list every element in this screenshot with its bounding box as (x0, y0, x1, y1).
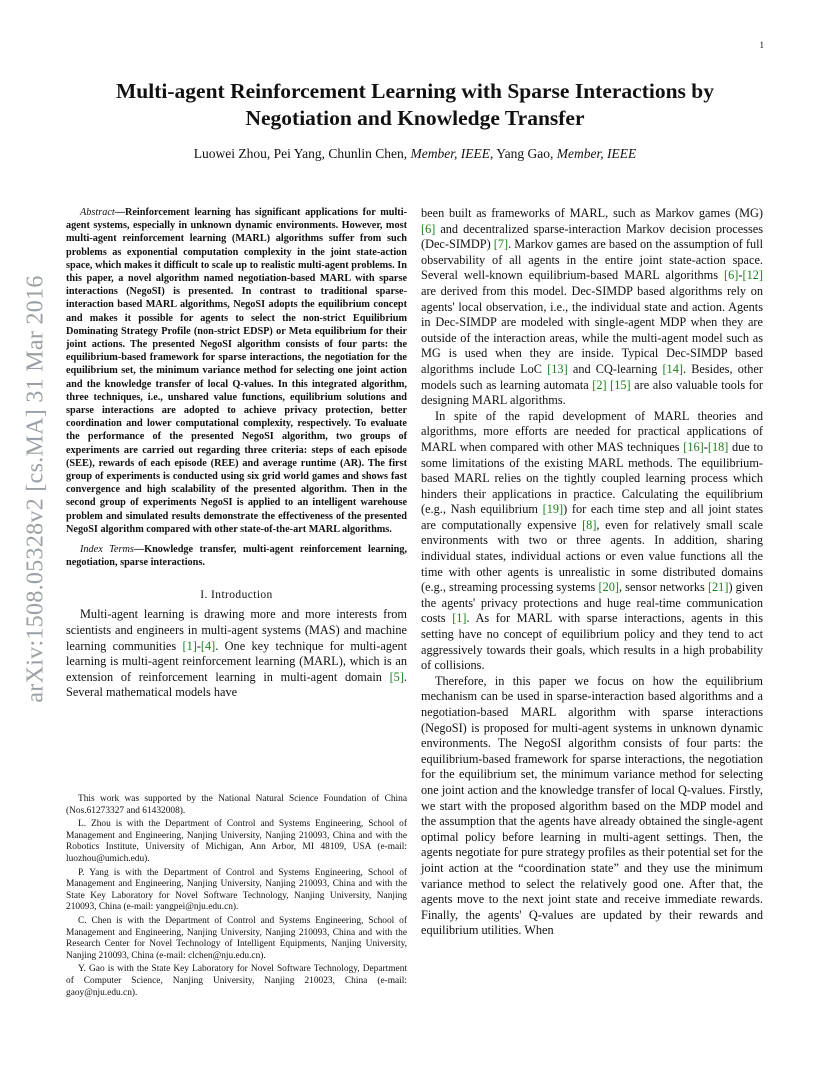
section-heading-introduction: I. Introduction (200, 589, 273, 602)
citation-link[interactable]: [19] (542, 502, 564, 517)
body-text: . As for MARL with sparse interactions, agents in this setting have no concept of equilibrium policy and they tend to act aggressively towards their goals, which results in a high probability of collisions. (421, 611, 764, 673)
citation-link[interactable]: [5] (389, 669, 404, 684)
author-separator: , Yang Gao, (490, 146, 557, 161)
citation-link[interactable]: [20] (598, 580, 619, 595)
citation-link[interactable]: [16] (683, 439, 704, 454)
arxiv-identifier-text: arXiv:1508.05328v2 [cs.MA] 31 Mar 2016 (22, 275, 49, 703)
citation-link[interactable]: [7] (493, 237, 509, 252)
intro-text: . One key technique for multi-agent learning is multi-agent reinforcement learning (MARL), which is an extension of reinforcement learning in multi-agent domain (66, 638, 408, 684)
abstract (66, 206, 407, 536)
left-column (66, 206, 407, 701)
author-membership-1: Member, IEEE (410, 146, 490, 161)
body-text: . Markov games are based on the assumption of full observability of all agents in the entire joint state-action space. Several well-known equilibrium-based MARL algorithms (421, 237, 763, 283)
footnote-author-zhou: L. Zhou is with the Department of Control and Systems Engineering, School of Management and Engineering, Nanjing University, Nanjing 210093, China and with the Robotics Institute, University of Michigan, Ann Arbor, MI 48109, USA (e-mail: luozhou@umich.edu). (66, 819, 407, 864)
body-text: are derived from this model. Dec-SIMDP based algorithms rely on agents' local observation, i.e., the individual state and action. Agents in Dec-SIMDP are modeled with single-agent MDP when they are outside of the interaction areas, while the multi-agent model such as MG is used when they are inside. Typical Dec-SIMDP based algorithms include LoC (421, 283, 763, 376)
citation-link[interactable]: [1] (182, 638, 197, 653)
right-column (421, 206, 763, 939)
citation-link[interactable]: [6] (724, 268, 739, 283)
citation-link[interactable]: [14] (662, 361, 683, 376)
body-text: ) for each time step and all joint states are computationally expensive (421, 502, 763, 532)
body-paragraph-1 (421, 206, 763, 409)
body-text: - (738, 268, 743, 283)
body-text: , even for relatively small scale environments with two or three agents. In addition, sharing individual states, individual actions or even value functions all the time with other agents is unrealistic in some distributed domains (e.g., streaming processing systems (421, 517, 763, 595)
body-text: ) given the agents' privacy protections and huge real-time communication costs (421, 580, 763, 626)
footnote-author-gao: Y. Gao is with the State Key Laboratory for Novel Software Technology, Department of Computer Science, Nanjing University, Nanjing 210023, China (e-mail: gaoy@nju.edu.cn). (66, 964, 407, 998)
citation-link[interactable]: [13] (547, 361, 568, 376)
citation-link[interactable]: [1] (452, 611, 467, 626)
body-text: , sensor networks (618, 580, 708, 595)
footnote-author-chen: C. Chen is with the Department of Control and Systems Engineering, School of Management and Engineering, Nanjing University, Nanjing 210093, China and with the Research Center for Novel Technology of Intelligent Equipments, Nanjing University, Nanjing 210093, China (e-mail: clchen@nju.edu.cn). (66, 915, 407, 961)
abstract-text: —Reinforcement learning has significant applications for multi-agent systems, especially in unknown dynamic environments. However, most multi-agent reinforcement learning (MARL) algorithms suffer from such problems as exponential computation complexity in the joint state-action space, which makes it difficult to scale up to realistic multi-agent problems. In this paper, a novel algorithm named negotiation-based MARL with sparse interactions (NegoSI) is presented. In contrast to traditional sparse-interaction based MARL algorithms, NegoSI adopts the equilibrium concept and makes it possible for agents to select the non-strict Equilibrium Dominating Strategy Profile (non-strict EDSP) or Meta equilibrium for their joint actions. The presented NegoSI algorithm consists of four parts: the equilibrium-based framework for sparse interactions, the negotiation for the equilibrium set, the minimum variance method for selecting one joint action and the knowledge transfer of local Q-values. In this integrated algorithm, three techniques, i.e., unshared value functions, equilibrium solutions and sparse interactions are adopted to achieve privacy protection, better coordination and lower computational complexity, respectively. To evaluate the performance of the presented NegoSI algorithm, two groups of experiments are carried out regarding three criteria: steps of each episode (SEE), rewards of each episode (REE) and average runtime (AR). The first group of experiments is conducted using six grid world games and shows fast convergence and high scalability of the presented algorithm. Then in the second group of experiments NegoSI is applied to an intelligent warehouse problem and simulated results demonstrate the effectiveness of the presented NegoSI algorithm compared with other state-of-the-art MARL algorithms. (66, 207, 407, 535)
body-text: and CQ-learning (567, 361, 663, 376)
citation-link[interactable]: [4] (200, 638, 216, 653)
body-text: been built as frameworks of MARL, such as Markov games (MG) (421, 206, 763, 220)
page-number: 1 (759, 40, 764, 50)
author-list (80, 146, 750, 162)
paper-title: Multi-agent Reinforcement Learning with Sparse Interactions by Negotiation and Knowledge Transfer (116, 79, 714, 130)
author-names: Luowei Zhou, Pei Yang, Chunlin Chen, (193, 146, 411, 161)
arxiv-identifier-stamp (22, 244, 50, 734)
citation-link[interactable]: [21] (707, 580, 729, 595)
citation-link[interactable]: [6] (421, 221, 436, 236)
body-text: are also valuable tools for designing MARL algorithms. (421, 377, 763, 408)
citation-link[interactable]: [15] (610, 377, 631, 392)
index-terms (66, 543, 407, 569)
body-paragraph-3: Therefore, in this paper we focus on how the equilibrium mechanism can be used in sparse-interaction based algorithms and a negotiation-based MARL algorithm with sparse interactions (NegoSI) is proposed for multi-agent systems in unknown dynamic environments. The NegoSI algorithm consists of four parts: the equilibrium-based framework for sparse interactions, the negotiation for the equilibrium set, the minimum variance method for selecting one joint action and the knowledge transfer of local Q-values. Firstly, we start with the proposed algorithm based on the MDP model and the assumption that the agents have already obtained the single-agent optimal policy before learning in multi-agent settings. Then, the agents negotiate for pure strategy profiles as their potential set for the joint action at the “coordination state” and they use the minimum variance method to select the relatively good one. After that, the agents move to the next joint state and receive immediate rewards. Finally, the agents' Q-values are updated by their rewards and equilibrium utilities. When (421, 673, 763, 938)
body-text: - (703, 439, 708, 454)
index-terms-lead: Index Terms (80, 544, 134, 556)
author-membership-2: Member, IEEE (556, 146, 637, 161)
footnotes (66, 794, 407, 1001)
body-text: In spite of the rapid development of MARL theories and algorithms, more efforts are needed for practical applications of MARL when compared with other MAS techniques (421, 408, 763, 454)
citation-link[interactable]: [8] (582, 517, 597, 532)
intro-text: Multi-agent learning is drawing more and more interests from scientists and engineers in multi-agent systems (MAS) and machine learning communities (66, 607, 407, 653)
intro-text: . Several mathematical models have (66, 669, 407, 700)
body-paragraph-2 (421, 409, 763, 674)
footnote-funding: This work was supported by the National Natural Science Foundation of China (Nos.61273327 and 61432008). (66, 794, 407, 816)
body-text: . Besides, other models such as learning automata (421, 361, 763, 392)
citation-link[interactable]: [18] (707, 439, 729, 454)
citation-link[interactable]: [2] (592, 377, 607, 392)
intro-text: - (196, 638, 201, 653)
index-terms-text: —Knowledge transfer, multi-agent reinforcement learning, negotiation, sparse interactions. (66, 544, 408, 569)
abstract-lead: Abstract (80, 207, 115, 218)
citation-link[interactable]: [12] (742, 268, 763, 283)
footnote-author-yang: P. Yang is with the Department of Control and Systems Engineering, School of Management and Engineering, Nanjing University, Nanjing 210093, China and with the State Key Laboratory for Novel Software Technology, Nanjing University, Nanjing 210093, China (e-mail: yangpei@nju.edu.cn). (66, 867, 407, 913)
intro-paragraph-1 (66, 607, 407, 701)
body-text: due to some limitations of the existing MARL methods. The equilibrium-based MARL relies on the tightly coupled learning process which hinders their applications in practice. Calculating the equilibrium (e.g., Nash equilibrium (421, 439, 763, 517)
body-text: and decentralized sparse-interaction Markov decision processes (Dec-SIMDP) (421, 221, 763, 252)
